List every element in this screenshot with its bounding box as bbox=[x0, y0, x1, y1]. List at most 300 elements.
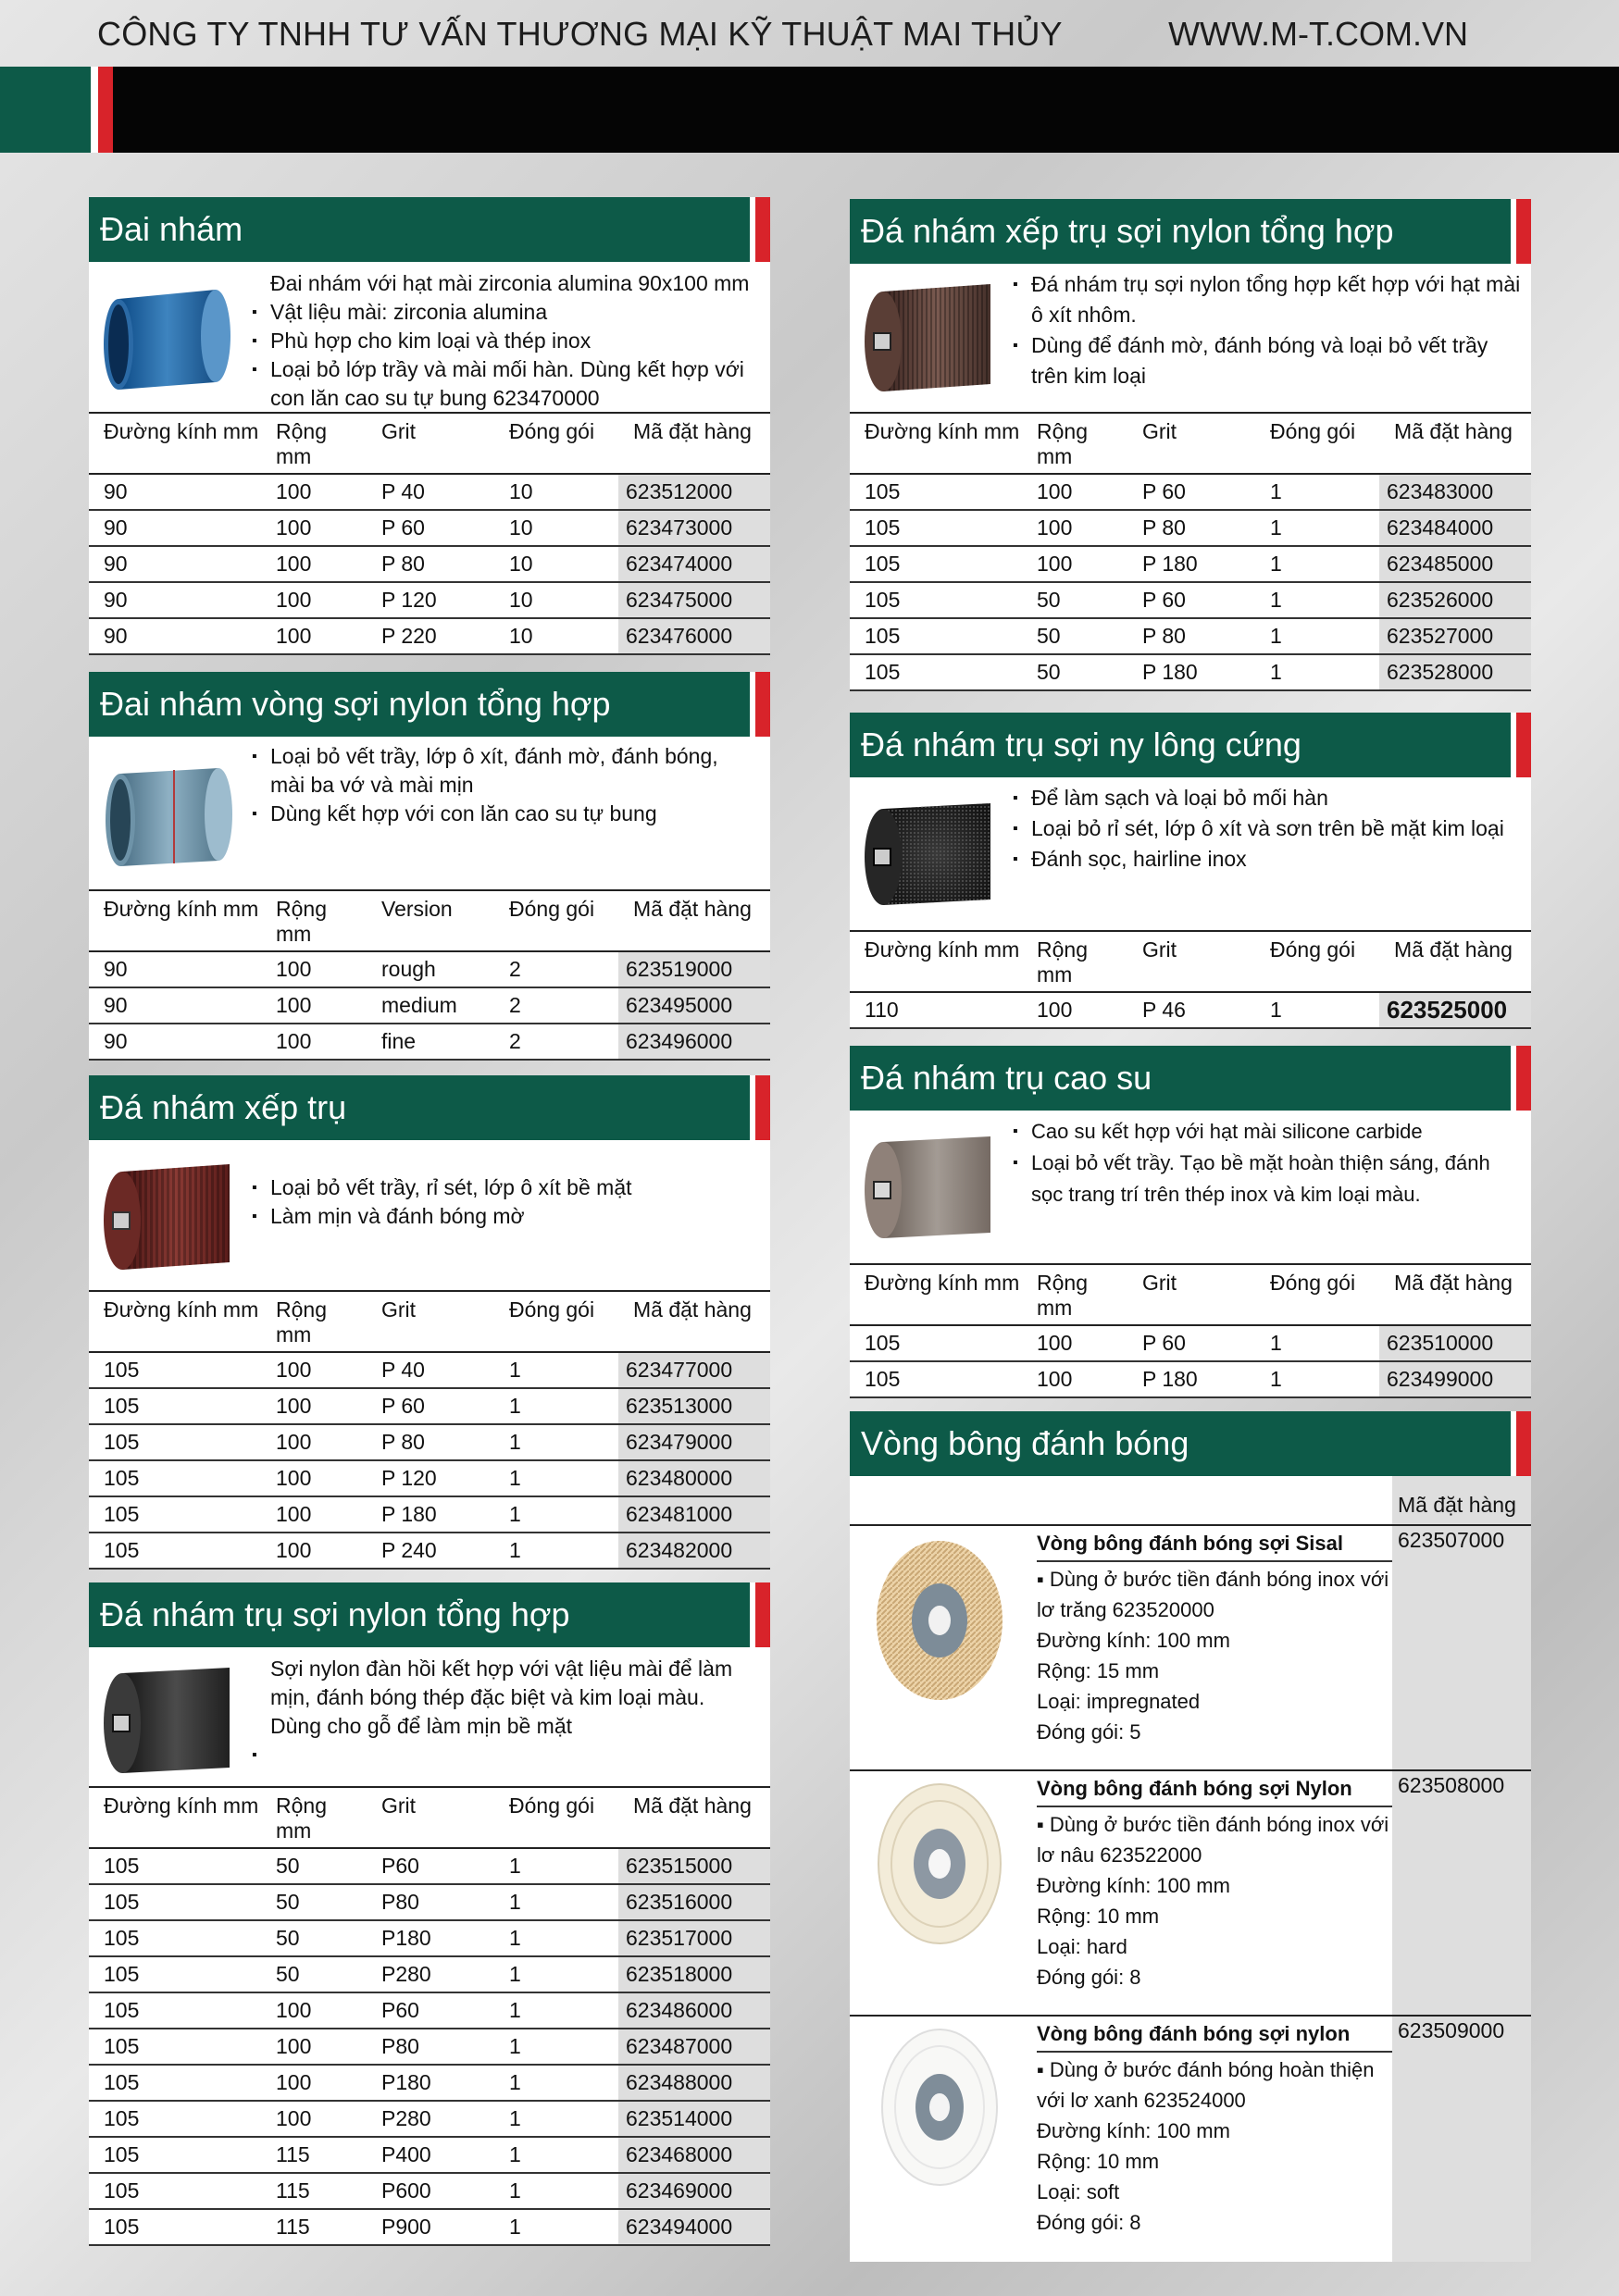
section-intro bbox=[89, 737, 770, 889]
section-title: Đai nhám bbox=[89, 197, 770, 262]
cell: 50 bbox=[261, 1884, 367, 1920]
cell: 105 bbox=[850, 582, 1022, 618]
sanding-belt-image bbox=[100, 271, 239, 401]
cell: 105 bbox=[89, 1956, 261, 1992]
col-header-pack: Đóng gói bbox=[1255, 1264, 1379, 1325]
col-header-pack: Đóng gói bbox=[494, 890, 618, 951]
table-row bbox=[89, 1920, 770, 1956]
col-header-grit: Grit bbox=[1127, 413, 1255, 474]
cell: 100 bbox=[261, 510, 367, 546]
cell: 1 bbox=[1255, 474, 1379, 510]
table-row bbox=[89, 1884, 770, 1920]
cell: 90 bbox=[89, 618, 261, 654]
cell: P60 bbox=[367, 1992, 494, 2029]
polish-line: Rộng: 10 mm bbox=[1037, 1905, 1160, 1928]
order-code: 623525000 bbox=[1379, 992, 1531, 1028]
cell: P 80 bbox=[367, 546, 494, 582]
cell: 105 bbox=[850, 510, 1022, 546]
order-code: 623508000 bbox=[1392, 1771, 1531, 2015]
order-code: 623517000 bbox=[618, 1920, 770, 1956]
cell: 1 bbox=[494, 1956, 618, 1992]
order-code: 623526000 bbox=[1379, 582, 1531, 618]
order-code: 623496000 bbox=[618, 1024, 770, 1060]
order-code: 623468000 bbox=[618, 2137, 770, 2173]
order-code: 623486000 bbox=[618, 1992, 770, 2029]
section-da-nham-tru-nylon bbox=[89, 1582, 770, 2246]
cell: 105 bbox=[89, 1992, 261, 2029]
order-code: 623512000 bbox=[618, 474, 770, 510]
product-table bbox=[89, 1786, 770, 2246]
polish-line: ▪ Dùng ở bước đánh bóng hoàn thiện bbox=[1037, 2058, 1375, 2081]
polish-description bbox=[1031, 1771, 1392, 2015]
order-code: 623480000 bbox=[618, 1460, 770, 1496]
cell: 1 bbox=[1255, 510, 1379, 546]
order-code: 623473000 bbox=[618, 510, 770, 546]
cell: P 180 bbox=[367, 1496, 494, 1533]
col-header-grit: Grit bbox=[367, 413, 494, 474]
cell: 100 bbox=[261, 1992, 367, 2029]
cell: P60 bbox=[367, 1848, 494, 1884]
polish-line: Đường kính: 100 mm bbox=[1037, 1629, 1230, 1652]
table-row bbox=[89, 1496, 770, 1533]
col-header-grit: Grit bbox=[367, 1291, 494, 1352]
table-row bbox=[89, 1533, 770, 1569]
bullet-list bbox=[252, 269, 756, 413]
cell: P 40 bbox=[367, 474, 494, 510]
cell: 1 bbox=[494, 1388, 618, 1424]
header-banner bbox=[0, 67, 1619, 153]
cell: 100 bbox=[261, 987, 367, 1024]
cell: 105 bbox=[89, 1352, 261, 1388]
table-row bbox=[89, 987, 770, 1024]
polish-description bbox=[1031, 2017, 1392, 2262]
col-header-width: Rộng mm bbox=[261, 890, 367, 951]
bullet-item: ▪ Cao su kết hợp với hạt mài silicone carbide bbox=[1013, 1116, 1503, 1148]
table-row bbox=[89, 951, 770, 987]
polish-item-title: Vòng bông đánh bóng sợi Sisal bbox=[1037, 1528, 1392, 1562]
cell: 90 bbox=[89, 582, 261, 618]
table-row bbox=[89, 2137, 770, 2173]
flap-wheel-image bbox=[100, 1148, 243, 1282]
table-row bbox=[89, 1352, 770, 1388]
cell: P600 bbox=[367, 2173, 494, 2209]
cell: 2 bbox=[494, 951, 618, 987]
order-code: 623479000 bbox=[618, 1424, 770, 1460]
table-row bbox=[89, 1460, 770, 1496]
col-header-grit: Grit bbox=[367, 1787, 494, 1848]
bullet-item: Sợi nylon đàn hồi kết hợp với vật liệu mài để làm mịn, đánh bóng thép đặc biệt và kim loại màu. Dùng cho gỗ để làm mịn bề mặt bbox=[270, 1657, 733, 1738]
cell: 10 bbox=[494, 474, 618, 510]
col-header-order-code: Mã đặt hàng bbox=[618, 1787, 770, 1848]
polish-line: Loại: impregnated bbox=[1037, 1690, 1201, 1713]
cell: 50 bbox=[1022, 582, 1127, 618]
cell: P 60 bbox=[1127, 474, 1255, 510]
polish-item-title: Vòng bông đánh bóng sợi nylon bbox=[1037, 2018, 1392, 2053]
section-title: Vòng bông đánh bóng bbox=[850, 1411, 1531, 1476]
polish-image-cell bbox=[850, 1526, 1031, 1769]
polish-item-title: Vòng bông đánh bóng sợi Nylon bbox=[1037, 1773, 1392, 1807]
cell: 1 bbox=[494, 2029, 618, 2065]
cell: 1 bbox=[494, 1460, 618, 1496]
cell: 100 bbox=[261, 474, 367, 510]
col-header-pack: Đóng gói bbox=[494, 413, 618, 474]
cell: 90 bbox=[89, 474, 261, 510]
order-code: 623475000 bbox=[618, 582, 770, 618]
cell: P280 bbox=[367, 2101, 494, 2137]
section-intro bbox=[850, 1111, 1531, 1263]
cell: 1 bbox=[1255, 546, 1379, 582]
table-row bbox=[850, 1361, 1531, 1397]
order-code: 623494000 bbox=[618, 2209, 770, 2245]
polish-line: Rộng: 10 mm bbox=[1037, 2150, 1160, 2173]
cell: 10 bbox=[494, 510, 618, 546]
cell: 100 bbox=[261, 1460, 367, 1496]
cell: 1 bbox=[494, 2173, 618, 2209]
cell: 100 bbox=[1022, 546, 1127, 582]
order-code: 623488000 bbox=[618, 2065, 770, 2101]
section-title: Đá nhám xếp trụ bbox=[89, 1075, 770, 1140]
col-header-order-code: Mã đặt hàng bbox=[618, 1291, 770, 1352]
cell: P 180 bbox=[1127, 1361, 1255, 1397]
table-row bbox=[850, 474, 1531, 510]
nylon-flap-wheel-image bbox=[861, 269, 1004, 403]
col-header-order-code: Mã đặt hàng bbox=[1392, 1476, 1531, 1524]
cell: 105 bbox=[850, 618, 1022, 654]
section-dai-nham bbox=[89, 197, 770, 655]
order-code: 623527000 bbox=[1379, 618, 1531, 654]
cell: 105 bbox=[89, 2065, 261, 2101]
col-header-diameter: Đường kính mm bbox=[850, 413, 1022, 474]
cell: P180 bbox=[367, 1920, 494, 1956]
bullet-item: ▪ Loại bỏ rỉ sét, lớp ô xít và sơn trên bề mặt kim loại bbox=[1013, 813, 1524, 844]
polish-line: Loại: hard bbox=[1037, 1935, 1127, 1958]
col-header-diameter: Đường kính mm bbox=[850, 931, 1022, 992]
cell: 100 bbox=[261, 1388, 367, 1424]
table-row bbox=[850, 546, 1531, 582]
cell: P 60 bbox=[1127, 582, 1255, 618]
product-table bbox=[850, 930, 1531, 1029]
cell: 115 bbox=[261, 2137, 367, 2173]
polish-line: Đường kính: 100 mm bbox=[1037, 1874, 1230, 1897]
polish-code-header bbox=[850, 1476, 1531, 1524]
bullet-item: ▪ Đánh sọc, hairline inox bbox=[1013, 844, 1524, 875]
cell: 105 bbox=[89, 2173, 261, 2209]
cell: 105 bbox=[89, 1920, 261, 1956]
product-table bbox=[89, 1290, 770, 1570]
bullet-item: ▪ Dùng để đánh mờ, đánh bóng và loại bỏ vết trầy trên kim loại bbox=[1013, 330, 1524, 391]
table-row bbox=[89, 2101, 770, 2137]
bullet-list bbox=[252, 742, 756, 828]
table-row bbox=[89, 582, 770, 618]
col-header-diameter: Đường kính mm bbox=[89, 890, 261, 951]
col-header-width: Rộng mm bbox=[1022, 1264, 1127, 1325]
cell: 2 bbox=[494, 1024, 618, 1060]
order-code: 623483000 bbox=[1379, 474, 1531, 510]
cell: 1 bbox=[1255, 1361, 1379, 1397]
cell: 100 bbox=[261, 618, 367, 654]
bullet-item: ▪ Loại bỏ vết trầy. Tạo bề mặt hoàn thiện sáng, đánh sọc trang trí trên thép inox và kim loại màu. bbox=[1013, 1148, 1503, 1210]
table-row bbox=[89, 1024, 770, 1060]
order-code: 623474000 bbox=[618, 546, 770, 582]
col-header-order-code: Mã đặt hàng bbox=[1379, 931, 1531, 992]
cell: 100 bbox=[261, 582, 367, 618]
cell: 105 bbox=[89, 1388, 261, 1424]
cell: 1 bbox=[494, 1920, 618, 1956]
cell: 1 bbox=[1255, 1325, 1379, 1361]
cell: fine bbox=[367, 1024, 494, 1060]
cell: P80 bbox=[367, 1884, 494, 1920]
cell: 50 bbox=[261, 1920, 367, 1956]
rubber-wheel-image bbox=[861, 1120, 1004, 1254]
col-header-width: Rộng mm bbox=[1022, 413, 1127, 474]
section-dai-nham-vong-nylon bbox=[89, 672, 770, 1061]
cell: P900 bbox=[367, 2209, 494, 2245]
col-header-pack: Đóng gói bbox=[494, 1787, 618, 1848]
polish-line: ▪ Dùng ở bước tiền đánh bóng inox với bbox=[1037, 1568, 1389, 1591]
cell: 100 bbox=[261, 951, 367, 987]
table-row bbox=[89, 1956, 770, 1992]
cell: 1 bbox=[494, 1352, 618, 1388]
bullet-item: con lăn cao su tự bung 623470000 bbox=[270, 386, 600, 410]
product-table bbox=[850, 412, 1531, 691]
order-code: 623495000 bbox=[618, 987, 770, 1024]
polish-line: với lơ xanh 623524000 bbox=[1037, 2089, 1246, 2112]
nylon-belt-image bbox=[100, 748, 239, 877]
section-vong-bong-danh-bong bbox=[850, 1411, 1531, 2262]
order-code: 623507000 bbox=[1392, 1526, 1531, 1769]
table-row bbox=[89, 1388, 770, 1424]
polish-line: Loại: soft bbox=[1037, 2180, 1120, 2203]
cell: 105 bbox=[89, 1533, 261, 1569]
cell: 105 bbox=[89, 1848, 261, 1884]
table-row bbox=[89, 2173, 770, 2209]
cell: 1 bbox=[494, 1992, 618, 2029]
col-header-width: Rộng mm bbox=[261, 413, 367, 474]
cell: P 220 bbox=[367, 618, 494, 654]
order-code: 623469000 bbox=[618, 2173, 770, 2209]
order-code: 623485000 bbox=[1379, 546, 1531, 582]
cell: 105 bbox=[89, 1460, 261, 1496]
bullet-item: ▪ Vật liệu mài: zirconia alumina bbox=[252, 298, 756, 327]
section-intro bbox=[89, 1140, 770, 1290]
col-header-order-code: Mã đặt hàng bbox=[618, 413, 770, 474]
cell: 105 bbox=[89, 1496, 261, 1533]
col-header-grit: Grit bbox=[1127, 931, 1255, 992]
bullet-item: ▪ Dùng kết hợp với con lăn cao su tự bung bbox=[252, 800, 756, 828]
col-header-grit: Grit bbox=[1127, 1264, 1255, 1325]
polish-line: ▪ Dùng ở bước tiền đánh bóng inox với bbox=[1037, 1813, 1389, 1836]
col-header-pack: Đóng gói bbox=[1255, 413, 1379, 474]
polish-image-cell bbox=[850, 2017, 1031, 2262]
cell: 90 bbox=[89, 951, 261, 987]
cell: 100 bbox=[1022, 474, 1127, 510]
polish-line: Rộng: 15 mm bbox=[1037, 1659, 1160, 1682]
section-title: Đá nhám trụ sợi nylon tổng hợp bbox=[89, 1582, 770, 1647]
section-intro bbox=[89, 262, 770, 412]
cell: 1 bbox=[494, 1424, 618, 1460]
cell: 110 bbox=[850, 992, 1022, 1028]
cell: P 180 bbox=[1127, 546, 1255, 582]
bullet-item: ▪ Loại bỏ vết trầy, rỉ sét, lớp ô xít bề mặt bbox=[252, 1173, 756, 1202]
cell: P 120 bbox=[367, 1460, 494, 1496]
section-title: Đá nhám xếp trụ sợi nylon tổng hợp bbox=[850, 199, 1531, 264]
table-header-row bbox=[850, 931, 1531, 992]
cell: P280 bbox=[367, 1956, 494, 1992]
cell: 100 bbox=[261, 1352, 367, 1388]
order-code: 623515000 bbox=[618, 1848, 770, 1884]
polish-line: Đường kính: 100 mm bbox=[1037, 2119, 1230, 2142]
cell: medium bbox=[367, 987, 494, 1024]
section-intro bbox=[850, 777, 1531, 930]
col-header-width: Rộng mm bbox=[261, 1787, 367, 1848]
table-row bbox=[89, 1424, 770, 1460]
cell: 50 bbox=[261, 1956, 367, 1992]
table-row bbox=[850, 654, 1531, 690]
cell: 100 bbox=[261, 1496, 367, 1533]
bullet-list bbox=[1013, 783, 1524, 875]
table-header-row bbox=[89, 413, 770, 474]
cell: 1 bbox=[494, 2209, 618, 2245]
col-header-pack: Đóng gói bbox=[1255, 931, 1379, 992]
table-header-row bbox=[850, 1264, 1531, 1325]
table-row bbox=[850, 618, 1531, 654]
order-code: 623513000 bbox=[618, 1388, 770, 1424]
website-link[interactable]: WWW.M-T.COM.VN bbox=[1168, 15, 1468, 53]
table-row bbox=[850, 1325, 1531, 1361]
section-da-nham-xep-tru-nylon bbox=[850, 199, 1531, 691]
cell: 100 bbox=[261, 1024, 367, 1060]
stiff-nylon-wheel-image bbox=[861, 787, 1004, 921]
section-title: Đá nhám trụ cao su bbox=[850, 1046, 1531, 1111]
cell: 100 bbox=[1022, 1325, 1127, 1361]
cell: 1 bbox=[494, 1496, 618, 1533]
cell: 2 bbox=[494, 987, 618, 1024]
bullet-list bbox=[1013, 269, 1524, 391]
cell: 100 bbox=[261, 2029, 367, 2065]
table-row bbox=[850, 582, 1531, 618]
cell: P 80 bbox=[1127, 618, 1255, 654]
col-header-order-code: Mã đặt hàng bbox=[1379, 1264, 1531, 1325]
section-da-nham-xep-tru bbox=[89, 1075, 770, 1570]
cell: 105 bbox=[89, 2209, 261, 2245]
order-code: 623477000 bbox=[618, 1352, 770, 1388]
bullet-list bbox=[252, 1655, 756, 1741]
bullet-item: Đai nhám với hạt mài zirconia alumina 90x100 mm bbox=[270, 271, 750, 295]
cell: 105 bbox=[89, 2101, 261, 2137]
order-code: 623516000 bbox=[618, 1884, 770, 1920]
col-header-diameter: Đường kính mm bbox=[89, 1787, 261, 1848]
polish-item-nylon-soft bbox=[850, 2015, 1531, 2262]
col-header-pack: Đóng gói bbox=[494, 1291, 618, 1352]
cell: P 240 bbox=[367, 1533, 494, 1569]
cell: 1 bbox=[494, 2101, 618, 2137]
table-row bbox=[850, 992, 1531, 1028]
table-row bbox=[89, 2029, 770, 2065]
cell: P400 bbox=[367, 2137, 494, 2173]
cell: 90 bbox=[89, 546, 261, 582]
banner-red-stripe bbox=[98, 67, 113, 153]
cell: 100 bbox=[261, 1533, 367, 1569]
cell: 90 bbox=[89, 1024, 261, 1060]
table-header-row bbox=[89, 1291, 770, 1352]
cell: P 60 bbox=[1127, 1325, 1255, 1361]
col-header-order-code: Mã đặt hàng bbox=[618, 890, 770, 951]
section-da-nham-tru-nylon-cung bbox=[850, 713, 1531, 1029]
table-row bbox=[89, 474, 770, 510]
cell: 1 bbox=[1255, 618, 1379, 654]
top-bar bbox=[0, 0, 1619, 67]
cell: 105 bbox=[850, 1361, 1022, 1397]
polish-description bbox=[1031, 1526, 1392, 1769]
cell: 10 bbox=[494, 582, 618, 618]
company-name: CÔNG TY TNHH TƯ VẤN THƯƠNG MẠI KỸ THUẬT MAI THỦY bbox=[97, 15, 1063, 53]
cell: 105 bbox=[89, 2029, 261, 2065]
table-row bbox=[89, 1848, 770, 1884]
order-code: 623510000 bbox=[1379, 1325, 1531, 1361]
table-row bbox=[89, 546, 770, 582]
cell: 1 bbox=[494, 1848, 618, 1884]
cell: 100 bbox=[261, 2101, 367, 2137]
cell: 10 bbox=[494, 618, 618, 654]
section-intro bbox=[89, 1647, 770, 1786]
bullet-list bbox=[252, 1173, 756, 1231]
order-code: 623509000 bbox=[1392, 2017, 1531, 2262]
section-da-nham-tru-cao-su bbox=[850, 1046, 1531, 1398]
polish-item-sisal bbox=[850, 1524, 1531, 1769]
cell: 100 bbox=[261, 2065, 367, 2101]
order-code: 623528000 bbox=[1379, 654, 1531, 690]
polish-line: Đóng gói: 8 bbox=[1037, 1966, 1141, 1989]
cell: 100 bbox=[1022, 1361, 1127, 1397]
nylon-buff-wheel-image bbox=[870, 1781, 1009, 1947]
order-code: 623487000 bbox=[618, 2029, 770, 2065]
cell: 105 bbox=[850, 1325, 1022, 1361]
table-row bbox=[89, 1992, 770, 2029]
col-header-version: Version bbox=[367, 890, 494, 951]
order-code: 623499000 bbox=[1379, 1361, 1531, 1397]
table-header-row bbox=[89, 890, 770, 951]
bullet-item: ▪ Loại bỏ lớp trầy và mài mối hàn. Dùng kết hợp với bbox=[252, 355, 756, 384]
table-row bbox=[850, 510, 1531, 546]
cell: 1 bbox=[1255, 992, 1379, 1028]
section-intro bbox=[850, 264, 1531, 412]
bullet-item: ▪ Phù hợp cho kim loại và thép inox bbox=[252, 327, 756, 355]
cell: P 180 bbox=[1127, 654, 1255, 690]
order-code: 623481000 bbox=[618, 1496, 770, 1533]
cell: 1 bbox=[494, 2137, 618, 2173]
cell: 50 bbox=[1022, 654, 1127, 690]
section-title: Đá nhám trụ sợi ny lông cứng bbox=[850, 713, 1531, 777]
cell: 105 bbox=[850, 654, 1022, 690]
section-title: Đai nhám vòng sợi nylon tổng hợp bbox=[89, 672, 770, 737]
bullet-list bbox=[1013, 1116, 1503, 1210]
order-code: 623518000 bbox=[618, 1956, 770, 1992]
product-table bbox=[850, 1263, 1531, 1398]
cell: P 80 bbox=[367, 1424, 494, 1460]
polish-line: Đóng gói: 8 bbox=[1037, 2211, 1141, 2234]
cell: 115 bbox=[261, 2209, 367, 2245]
table-row bbox=[89, 2209, 770, 2245]
cell: 1 bbox=[494, 1884, 618, 1920]
cell: 100 bbox=[1022, 510, 1127, 546]
cell: 50 bbox=[1022, 618, 1127, 654]
cell: 100 bbox=[1022, 992, 1127, 1028]
cell: 105 bbox=[89, 1424, 261, 1460]
polish-line: Đóng gói: 5 bbox=[1037, 1720, 1141, 1744]
cell: 105 bbox=[850, 474, 1022, 510]
cell: 100 bbox=[261, 1424, 367, 1460]
order-code: 623484000 bbox=[1379, 510, 1531, 546]
